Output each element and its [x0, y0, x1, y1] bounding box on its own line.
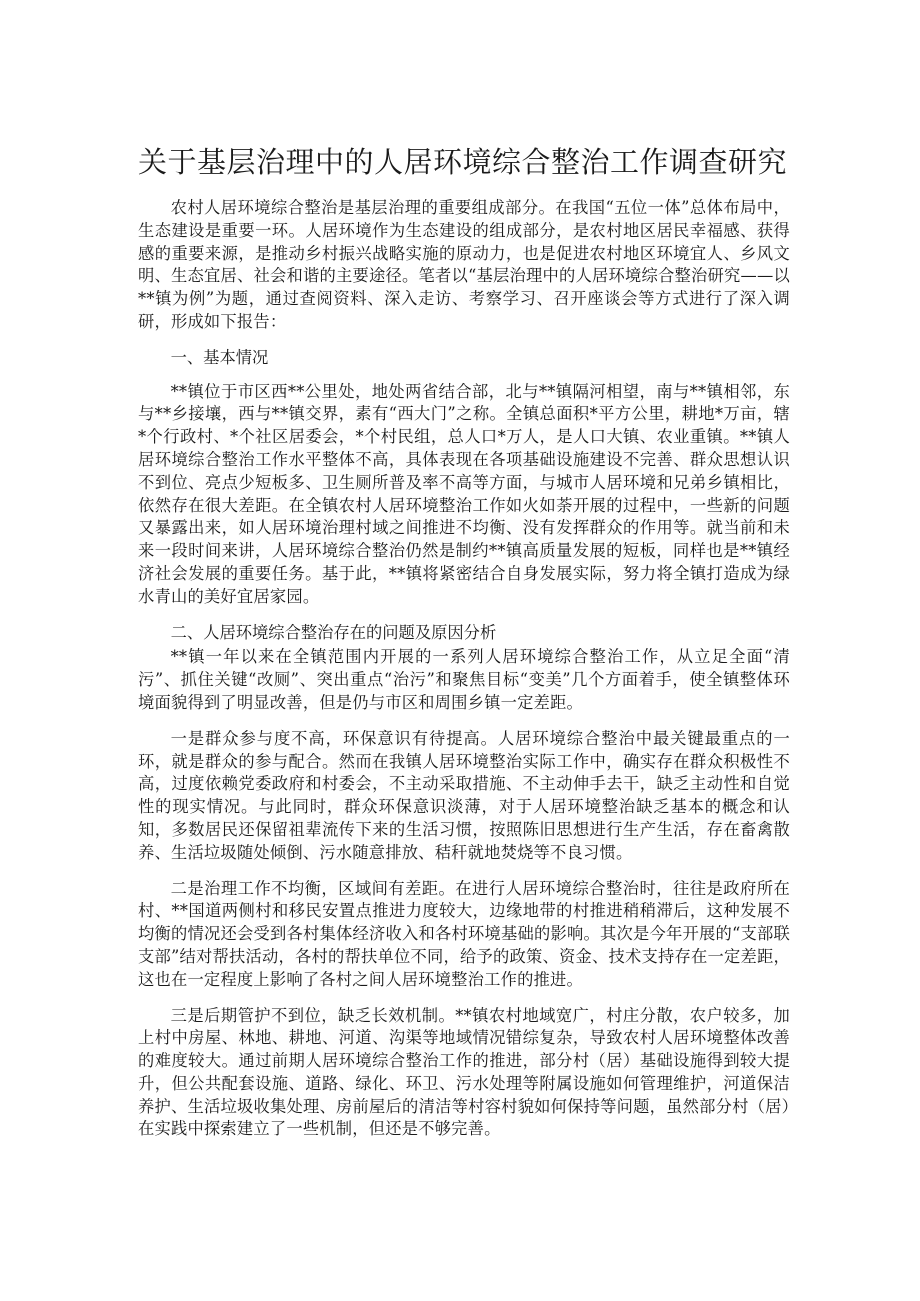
document-body	[138, 197, 790, 1154]
problem-two-paragraph: 二是治理工作不均衡，区域间有差距。在进行人居环境综合整治时，往往是政府所在村、**国道两侧村和移民安置点推进力度较大，边缘地带的村推进稍稍滞后，这种发展不均衡的情况还会受到各村集体经济收入和各村环境基础的影响。其次是今年开展的“支部联支部”结对帮扶活动，各村的帮扶单位不同，给予的政策、资金、技术支持存在一定差距，这也在一定程度上影响了各村之间人居环境整治工作的推进。	[138, 878, 790, 989]
section-heading-basic-situation: 一、基本情况	[170, 347, 269, 367]
problem-one-paragraph: 一是群众参与度不高，环保意识有待提高。人居环境综合整治中最关键最重点的一环，就是群众的参与配合。然而在我镇人居环境整治实际工作中，确实存在群众积极性不高，过度依赖党委政府和村委会，不主动采取措施、不主动伸手去干，缺乏主动性和自觉性的现实情况。与此同时，群众环保意识淡薄，对于人居环境整治缺乏基本的概念和认知，多数居民还保留祖辈流传下来的生活习惯，按照陈旧思想进行生产生活，存在畜禽散养、生活垃圾随处倾倒、污水随意排放、秸秆就地焚烧等不良习惯。	[138, 728, 790, 862]
problems-overview-paragraph: **镇一年以来在全镇范围内开展的一系列人居环境综合整治工作，从立足全面“清污”、抓住关键“改厕”、突出重点“治污”和聚焦目标“变美”几个方面着手，使全镇整体环境面貌得到了明显改善，但是仍与市区和周围乡镇一定差距。	[138, 647, 790, 712]
intro-paragraph: 农村人居环境综合整治是基层治理的重要组成部分。在我国“五位一体”总体布局中，生态建设是重要一环。人居环境作为生态建设的组成部分，是农村地区居民幸福感、获得感的重要来源，是推动乡村振兴战略实施的原动力，也是促进农村地区环境宜人、乡风文明、生态宜居、社会和谐的主要途径。笔者以“基层治理中的人居环境综合整治研究——以**镇为例”为题，通过查阅资料、深入走访、考察学习、召开座谈会等方式进行了深入调研，形成如下报告：	[138, 198, 790, 331]
basic-situation-paragraph: **镇位于市区西**公里处，地处两省结合部，北与**镇隔河相望，南与**镇相邻，东与**乡接壤，西与**镇交界，素有“西大门”之称。全镇总面积*平方公里，耕地*万亩，辖*个行政村、*个社区居委会，*个村民组，总人口*万人，是人口大镇、农业重镇。**镇人居环境综合整治工作水平整体不高，具体表现在各项基础设施建设不完善、群众思想认识不到位、亮点少短板多、卫生厕所普及率不高等方面，与城市人居环境和兄弟乡镇相比，依然存在很大差距。在全镇农村人居环境整治工作如火如荼开展的过程中，一些新的问题又暴露出来，如人居环境治理村域之间推进不均衡、没有发挥群众的作用等。就当前和未来一段时间来讲，人居环境综合整治仍然是制约**镇高质量发展的短板，同样也是**镇经济社会发展的重要任务。基于此，**镇将紧密结合自身发展实际，努力将全镇打造成为绿水青山的美好宜居家园。	[138, 381, 790, 606]
problem-three-paragraph: 三是后期管护不到位，缺乏长效机制。**镇农村地域宽广，村庄分散，农户较多，加上村中房屋、林地、耕地、河道、沟渠等地域情况错综复杂，导致农村人居环境整体改善的难度较大。通过前期人居环境综合整治工作的推进，部分村（居）基础设施得到较大提升，但公共配套设施、道路、绿化、环卫、污水处理等附属设施如何管理维护，河道保洁养护、生活垃圾收集处理、房前屋后的清洁等村容村貌如何保持等问题，虽然部分村（居）在实践中探索建立了一些机制，但还是不够完善。	[138, 1005, 790, 1139]
section-heading-problems: 二、人居环境综合整治存在的问题及原因分析	[170, 622, 497, 642]
document-title: 关于基层治理中的人居环境综合整治工作调查研究	[138, 145, 788, 179]
